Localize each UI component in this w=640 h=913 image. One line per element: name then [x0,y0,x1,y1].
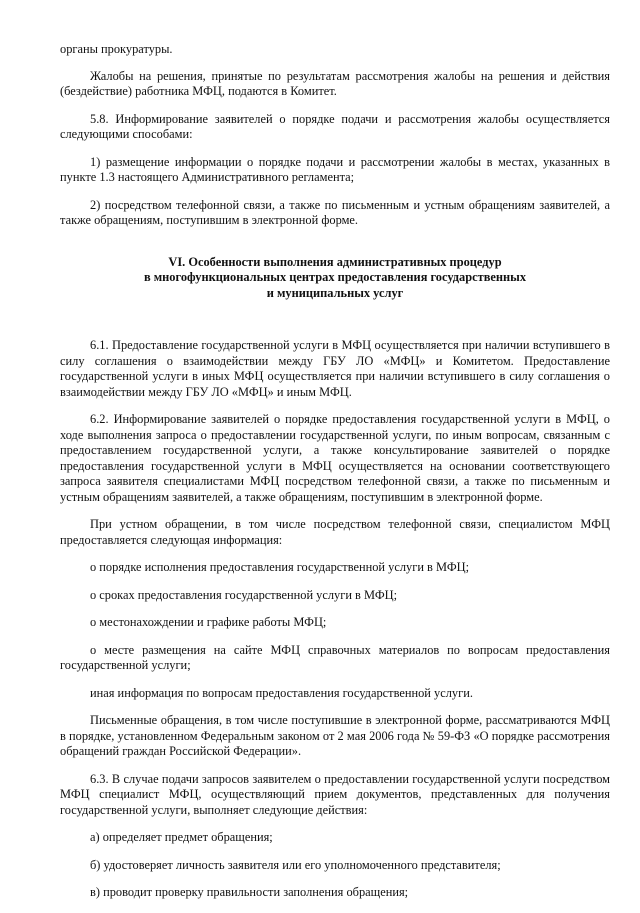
paragraph-5-8: 5.8. Информирование заявителей о порядке подачи и рассмотрения жалобы осуществляется следующими способами: [60,111,610,141]
heading-line-3: и муниципальных услуг [266,285,404,300]
heading-line-1: VI. Особенности выполнения административных процедур [168,254,502,269]
info-item-website: о месте размещения на сайте МФЦ справочных материалов по вопросам предоставления государственной услуги; [60,642,610,672]
action-item-b: б) удостоверяет личность заявителя или его уполномоченного представителя; [90,857,501,872]
paragraph-written-requests: Письменные обращения, в том числе поступившие в электронной форме, рассматриваются МФЦ в порядке, установленном Федеральным законом от 2 мая 2006 года № 59-ФЗ «О порядке рассмотрения обращений граждан Российской Федерации». [60,713,610,758]
info-item-terms: о сроках предоставления государственной услуги в МФЦ; [90,587,398,602]
paragraph-6-3: 6.3. В случае подачи запросов заявителем о предоставлении государственной услуги посредством МФЦ специалист МФЦ, осуществляющий прием документов, представленных для получения государственной услуги, выполняет следующие действия: [60,771,610,817]
paragraph-complaints-committee: Жалобы на решения, принятые по результатам рассмотрения жалобы на решения и действия (бездействие) работника МФЦ, подаются в Комитет. [60,68,610,98]
section-heading [60,255,610,302]
info-item-other: иная информация по вопросам предоставления государственной услуги. [90,685,473,700]
paragraph-6-2: 6.2. Информирование заявителей о порядке предоставления государственной услуги в МФЦ, о ходе выполнения запроса о предоставлении государственной услуги, по иным вопросам, связанным с предоставлением государственной услуги, а также консультирование заявителей о порядке предоставления государственной услуги в МФЦ осуществляется на основании соответствующего запроса заявителя специалистами МФЦ посредством телефонной связи, а также по письменным и устным обращениям заявителей, а также обращениям, поступившим в электронной форме. [60,412,610,504]
list-item-1: 1) размещение информации о порядке подачи и рассмотрении жалобы в местах, указанных в пункте 1.3 настоящего Административного регламента; [60,154,610,184]
info-item-location: о местонахождении и графике работы МФЦ; [90,615,327,629]
paragraph-6-1: 6.1. Предоставление государственной услуги в МФЦ осуществляется при наличии вступившего в силу соглашения о взаимодействии между ГБУ ЛО «МФЦ» и Комитетом. Предоставление государственной услуги в иных МФЦ осуществляется при наличии вступившего в силу соглашения о взаимодействии между ГБУ ЛО «МФЦ» и иным МФЦ. [60,338,610,399]
paragraph-prosecutor: органы прокуратуры. [60,42,173,56]
action-item-a: а) определяет предмет обращения; [90,830,273,844]
info-item-procedure: о порядке исполнения предоставления государственной услуги в МФЦ; [90,560,470,574]
heading-line-2: в многофункциональных центрах предоставления государственных [143,270,527,284]
paragraph-oral-requests: При устном обращении, в том числе посредством телефонной связи, специалистом МФЦ предоставляется следующая информация: [60,517,610,547]
action-item-c: в) проводит проверку правильности заполнения обращения; [90,885,409,899]
document-page [60,42,610,913]
list-item-2: 2) посредством телефонной связи, а также по письменным и устным обращениям заявителей, а также обращениям, поступившим в электронной форме. [60,197,610,227]
